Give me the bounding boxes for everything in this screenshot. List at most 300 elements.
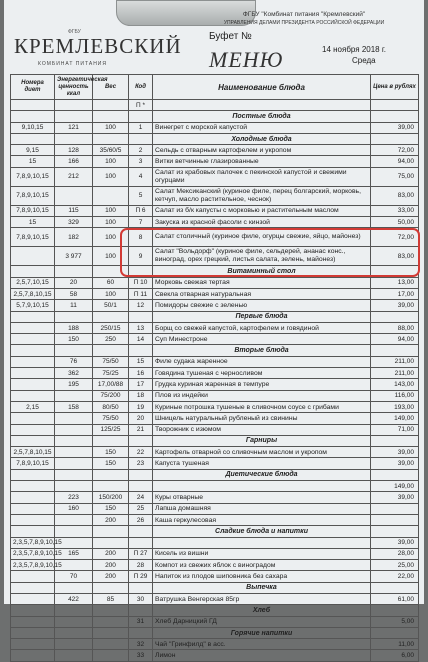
price-cell: 33,00 bbox=[371, 205, 419, 216]
code-cell: 32 bbox=[129, 639, 153, 650]
section-title: Диетические блюда bbox=[153, 469, 371, 480]
weight-cell: 125/25 bbox=[93, 424, 129, 435]
diet-cell bbox=[11, 356, 55, 367]
price-cell: 39,00 bbox=[371, 458, 419, 469]
dish-name-cell: Салат столичный (куриное филе, огурцы свежие, яйцо, майонез) bbox=[153, 228, 371, 247]
table-row bbox=[11, 368, 419, 379]
section-title: Вторые блюда bbox=[153, 345, 371, 356]
section-row bbox=[11, 605, 419, 616]
weight-cell: 75/50 bbox=[93, 413, 129, 424]
energy-cell: 160 bbox=[55, 503, 93, 514]
energy-cell: 329 bbox=[55, 217, 93, 228]
table-row bbox=[11, 424, 419, 435]
price-cell: 94,00 bbox=[371, 156, 419, 167]
table-row bbox=[11, 379, 419, 390]
column-header-price: Цена в рублях bbox=[371, 75, 419, 100]
buffet-label: Буфет № bbox=[209, 31, 252, 42]
empty-cell bbox=[93, 605, 129, 616]
code-cell: 15 bbox=[129, 356, 153, 367]
code-cell: П * bbox=[129, 100, 153, 111]
logo-subtitle: КОМБИНАТ ПИТАНИЯ bbox=[38, 61, 108, 67]
section-title: Горячие напитки bbox=[153, 627, 371, 638]
empty-cell bbox=[55, 133, 93, 144]
table-row bbox=[11, 571, 419, 582]
code-cell: 14 bbox=[129, 334, 153, 345]
section-row bbox=[11, 526, 419, 537]
weight-cell: 200 bbox=[93, 560, 129, 571]
diet-cell: 7,8,9,10,15 bbox=[11, 458, 55, 469]
weight-cell: 200 bbox=[93, 571, 129, 582]
code-cell: П 29 bbox=[129, 571, 153, 582]
section-title: Гарниры bbox=[153, 435, 371, 446]
empty-cell bbox=[371, 582, 419, 593]
table-row bbox=[11, 639, 419, 650]
empty-cell bbox=[129, 345, 153, 356]
empty-cell bbox=[11, 435, 55, 446]
price-cell: 193,00 bbox=[371, 401, 419, 412]
table-row bbox=[11, 122, 419, 133]
code-cell: 12 bbox=[129, 300, 153, 311]
price-cell: 88,00 bbox=[371, 322, 419, 333]
energy-cell bbox=[55, 639, 93, 650]
empty-cell bbox=[129, 526, 153, 537]
menu-weekday: Среда bbox=[352, 56, 376, 65]
price-cell: 28,00 bbox=[371, 548, 419, 559]
dish-name-cell: Салат "Вольдорф" (куриное филе, сельдерей, ананас конс., виноград, орех грецкий, листья салата, зелень, майонез) bbox=[153, 247, 371, 266]
diet-cell bbox=[11, 368, 55, 379]
table-row bbox=[11, 650, 419, 661]
empty-cell bbox=[129, 627, 153, 638]
dish-name-cell: Каша геркулесовая bbox=[153, 514, 371, 525]
weight-cell: 75/50 bbox=[93, 356, 129, 367]
dish-name-cell: Напиток из плодов шиповника без сахара bbox=[153, 571, 371, 582]
price-cell: 22,00 bbox=[371, 571, 419, 582]
weight-cell: 80/50 bbox=[93, 401, 129, 412]
dish-name-cell: Борщ со свежей капустой, картофелем и говядиной bbox=[153, 322, 371, 333]
diet-cell: 7,8,9,10,15 bbox=[11, 186, 55, 205]
table-row bbox=[11, 593, 419, 604]
dish-name-cell: Куры отварные bbox=[153, 492, 371, 503]
table-row bbox=[11, 514, 419, 525]
weight-cell bbox=[93, 100, 129, 111]
empty-cell bbox=[93, 582, 129, 593]
section-row bbox=[11, 266, 419, 277]
code-cell: 17 bbox=[129, 379, 153, 390]
weight-cell: 200 bbox=[93, 548, 129, 559]
code-cell: 8 bbox=[129, 228, 153, 247]
weight-cell: 100 bbox=[93, 288, 129, 299]
diet-cell: 5,7,9,10,15 bbox=[11, 300, 55, 311]
table-row bbox=[11, 247, 419, 266]
code-cell: П 11 bbox=[129, 288, 153, 299]
empty-cell bbox=[129, 435, 153, 446]
code-cell: 7 bbox=[129, 217, 153, 228]
weight-cell bbox=[93, 537, 129, 548]
table-row bbox=[11, 288, 419, 299]
price-cell: 149,00 bbox=[371, 481, 419, 492]
dish-name-cell: Суп Минестроне bbox=[153, 334, 371, 345]
diet-cell bbox=[11, 492, 55, 503]
empty-cell bbox=[55, 345, 93, 356]
price-cell: 5,00 bbox=[371, 616, 419, 627]
diet-cell bbox=[11, 247, 55, 266]
dish-name-cell: Куриные потрошка тушеные в сливочном соусе с грибами bbox=[153, 401, 371, 412]
diet-cell: 2,5,7,10,15 bbox=[11, 277, 55, 288]
price-cell: 72,00 bbox=[371, 228, 419, 247]
section-title: Витаминный стол bbox=[153, 266, 371, 277]
empty-cell bbox=[129, 111, 153, 122]
weight-cell: 100 bbox=[93, 217, 129, 228]
energy-cell: 166 bbox=[55, 156, 93, 167]
dish-name-cell bbox=[153, 537, 371, 548]
table-row bbox=[11, 228, 419, 247]
dish-name-cell: Винегрет с морской капустой bbox=[153, 122, 371, 133]
diet-cell bbox=[11, 379, 55, 390]
code-cell: 26 bbox=[129, 514, 153, 525]
section-title: Выпечка bbox=[153, 582, 371, 593]
empty-cell bbox=[55, 311, 93, 322]
diet-cell: 2,5,7,8,10,15 bbox=[11, 288, 55, 299]
table-row bbox=[11, 217, 419, 228]
diet-cell: 15 bbox=[11, 156, 55, 167]
dish-name-cell: Ватрушка Венгерская 85гр bbox=[153, 593, 371, 604]
empty-cell bbox=[55, 582, 93, 593]
price-cell: 149,00 bbox=[371, 413, 419, 424]
weight-cell: 100 bbox=[93, 247, 129, 266]
code-cell: 30 bbox=[129, 593, 153, 604]
table-row bbox=[11, 492, 419, 503]
diet-cell bbox=[11, 424, 55, 435]
weight-cell: 150 bbox=[93, 458, 129, 469]
empty-cell bbox=[371, 311, 419, 322]
code-cell: 18 bbox=[129, 390, 153, 401]
table-row bbox=[11, 322, 419, 333]
code-cell: 22 bbox=[129, 447, 153, 458]
energy-cell: 115 bbox=[55, 205, 93, 216]
weight-cell: 200 bbox=[93, 514, 129, 525]
weight-cell bbox=[93, 186, 129, 205]
energy-cell: 158 bbox=[55, 401, 93, 412]
menu-date: 14 ноября 2018 г. bbox=[322, 45, 386, 54]
energy-cell: 3 977 bbox=[55, 247, 93, 266]
table-row bbox=[11, 186, 419, 205]
empty-cell bbox=[371, 469, 419, 480]
energy-cell: 195 bbox=[55, 379, 93, 390]
energy-cell: 128 bbox=[55, 145, 93, 156]
empty-cell bbox=[129, 582, 153, 593]
diet-cell: 7,8,9,10,15 bbox=[11, 228, 55, 247]
energy-cell bbox=[55, 447, 93, 458]
table-row bbox=[11, 205, 419, 216]
code-cell: 1 bbox=[129, 122, 153, 133]
empty-cell bbox=[371, 627, 419, 638]
empty-cell bbox=[93, 469, 129, 480]
diet-cell bbox=[11, 481, 55, 492]
diet-cell: 2,15 bbox=[11, 401, 55, 412]
code-cell: 20 bbox=[129, 413, 153, 424]
price-cell: 6,00 bbox=[371, 650, 419, 661]
price-cell: 72,00 bbox=[371, 145, 419, 156]
diet-cell: 7,8,9,10,15 bbox=[11, 167, 55, 186]
logo-brand: КРЕМЛЕВСКИЙ bbox=[14, 34, 182, 58]
column-header-weight: Вес bbox=[93, 75, 129, 100]
table-header-row bbox=[11, 75, 419, 100]
price-cell: 211,00 bbox=[371, 368, 419, 379]
weight-cell bbox=[93, 616, 129, 627]
diet-cell bbox=[11, 593, 55, 604]
energy-cell bbox=[55, 100, 93, 111]
empty-cell bbox=[129, 133, 153, 144]
empty-cell bbox=[93, 526, 129, 537]
weight-cell: 150 bbox=[93, 447, 129, 458]
section-row bbox=[11, 133, 419, 144]
price-cell: 39,00 bbox=[371, 447, 419, 458]
section-row bbox=[11, 627, 419, 638]
empty-cell bbox=[129, 266, 153, 277]
energy-cell: 165 bbox=[55, 548, 93, 559]
dish-name-cell bbox=[153, 100, 371, 111]
organization-header bbox=[190, 11, 418, 27]
energy-cell: 70 bbox=[55, 571, 93, 582]
dish-name-cell: Закуска из красной фасоли с кинзой bbox=[153, 217, 371, 228]
column-header-diet: Номера диет bbox=[11, 75, 55, 100]
section-title: Сладкие блюда и напитки bbox=[153, 526, 371, 537]
table-row bbox=[11, 458, 419, 469]
dish-name-cell: Шницель натуральный рубленый из свинины bbox=[153, 413, 371, 424]
energy-cell bbox=[55, 514, 93, 525]
price-cell: 61,00 bbox=[371, 593, 419, 604]
dish-name-cell: Сельдь с отварным картофелем и укропом bbox=[153, 145, 371, 156]
diet-cell: 9,10,15 bbox=[11, 122, 55, 133]
table-row bbox=[11, 100, 419, 111]
weight-cell: 150 bbox=[93, 503, 129, 514]
diet-cell bbox=[11, 639, 55, 650]
energy-cell bbox=[55, 458, 93, 469]
dish-name-cell: Филе судака жаренное bbox=[153, 356, 371, 367]
code-cell: 25 bbox=[129, 503, 153, 514]
empty-cell bbox=[371, 111, 419, 122]
weight-cell: 35/60/5 bbox=[93, 145, 129, 156]
dish-name-cell: Свекла отварная натуральная bbox=[153, 288, 371, 299]
code-cell: 31 bbox=[129, 616, 153, 627]
dish-name-cell: Грудка куриная жаренная в темпуре bbox=[153, 379, 371, 390]
table-row bbox=[11, 413, 419, 424]
code-cell: 23 bbox=[129, 458, 153, 469]
empty-cell bbox=[55, 526, 93, 537]
empty-cell bbox=[11, 345, 55, 356]
section-row bbox=[11, 435, 419, 446]
table-row bbox=[11, 277, 419, 288]
price-cell: 83,00 bbox=[371, 247, 419, 266]
price-cell: 11,00 bbox=[371, 639, 419, 650]
empty-cell bbox=[11, 266, 55, 277]
price-cell: 71,00 bbox=[371, 424, 419, 435]
table-row bbox=[11, 537, 419, 548]
table-row bbox=[11, 300, 419, 311]
energy-cell: 422 bbox=[55, 593, 93, 604]
section-row bbox=[11, 111, 419, 122]
dish-name-cell: Капуста тушеная bbox=[153, 458, 371, 469]
code-cell: 19 bbox=[129, 401, 153, 412]
section-title: Первые блюда bbox=[153, 311, 371, 322]
weight-cell bbox=[93, 650, 129, 661]
energy-cell bbox=[55, 413, 93, 424]
empty-cell bbox=[11, 133, 55, 144]
empty-cell bbox=[93, 311, 129, 322]
code-cell: 2 bbox=[129, 145, 153, 156]
diet-cell bbox=[11, 503, 55, 514]
dish-name-cell: Салат Мексиканский (куриное филе, перец болгарский, морковь, кетчуп, масло растительное, чеснок) bbox=[153, 186, 371, 205]
weight-cell bbox=[93, 481, 129, 492]
diet-cell: 2,3,5,7,8,9,10,15 bbox=[11, 537, 55, 548]
empty-cell bbox=[55, 627, 93, 638]
section-title: Холодные блюда bbox=[153, 133, 371, 144]
empty-cell bbox=[129, 311, 153, 322]
table-row bbox=[11, 503, 419, 514]
empty-cell bbox=[11, 111, 55, 122]
price-cell: 13,00 bbox=[371, 277, 419, 288]
energy-cell bbox=[55, 650, 93, 661]
weight-cell: 100 bbox=[93, 167, 129, 186]
price-cell: 83,00 bbox=[371, 186, 419, 205]
code-cell: 28 bbox=[129, 560, 153, 571]
org-line-2: УПРАВЛЕНИЯ ДЕЛАМИ ПРЕЗИДЕНТА РОССИЙСКОЙ ФЕДЕРАЦИИ bbox=[223, 20, 385, 26]
empty-cell bbox=[11, 605, 55, 616]
section-row bbox=[11, 345, 419, 356]
code-cell bbox=[129, 481, 153, 492]
column-header-name: Наименование блюда bbox=[153, 75, 371, 100]
menu-title: МЕНЮ bbox=[209, 47, 284, 72]
code-cell: П 27 bbox=[129, 548, 153, 559]
dish-name-cell: Лимон bbox=[153, 650, 371, 661]
code-cell: П 10 bbox=[129, 277, 153, 288]
diet-cell: 9,15 bbox=[11, 145, 55, 156]
dish-name-cell: Творожник с изюмом bbox=[153, 424, 371, 435]
price-cell: 211,00 bbox=[371, 356, 419, 367]
price-cell bbox=[371, 503, 419, 514]
dish-name-cell: Салат из б/к капусты с морковью и растительным маслом bbox=[153, 205, 371, 216]
code-cell: 33 bbox=[129, 650, 153, 661]
table-row bbox=[11, 145, 419, 156]
dish-name-cell: Салат из крабовых палочек с пекинской капустой и свежими огурцами bbox=[153, 167, 371, 186]
code-cell: 4 bbox=[129, 167, 153, 186]
price-cell: 39,00 bbox=[371, 537, 419, 548]
weight-cell: 17,00/88 bbox=[93, 379, 129, 390]
energy-cell: 212 bbox=[55, 167, 93, 186]
energy-cell: 121 bbox=[55, 122, 93, 133]
empty-cell bbox=[371, 526, 419, 537]
dish-name-cell: Картофель отварной со сливочным маслом и укропом bbox=[153, 447, 371, 458]
empty-cell bbox=[11, 526, 55, 537]
price-cell: 75,00 bbox=[371, 167, 419, 186]
dish-name-cell: Помидоры свежие с зеленью bbox=[153, 300, 371, 311]
section-title: Постные блюда bbox=[153, 111, 371, 122]
empty-cell bbox=[55, 469, 93, 480]
table-row bbox=[11, 356, 419, 367]
table-row bbox=[11, 616, 419, 627]
table-row bbox=[11, 401, 419, 412]
diet-cell bbox=[11, 571, 55, 582]
code-cell: 3 bbox=[129, 156, 153, 167]
empty-cell bbox=[129, 605, 153, 616]
empty-cell bbox=[55, 266, 93, 277]
dish-name-cell: Морковь свежая тертая bbox=[153, 277, 371, 288]
dish-name-cell: Хлеб Дарницкий ГД bbox=[153, 616, 371, 627]
kremlevsky-logo bbox=[14, 28, 182, 74]
empty-cell bbox=[11, 627, 55, 638]
price-cell: 116,00 bbox=[371, 390, 419, 401]
menu-table bbox=[10, 74, 419, 662]
dish-name-cell: Плов из индейки bbox=[153, 390, 371, 401]
empty-cell bbox=[371, 345, 419, 356]
empty-cell bbox=[129, 469, 153, 480]
table-row bbox=[11, 167, 419, 186]
org-line-1: ФГБУ "Комбинат питания "Кремлевский" bbox=[242, 11, 366, 18]
code-cell: 21 bbox=[129, 424, 153, 435]
dish-name-cell: Чай "Гринфилд" в асс. bbox=[153, 639, 371, 650]
code-cell: 9 bbox=[129, 247, 153, 266]
dish-name-cell: Витки ветчинные глазированные bbox=[153, 156, 371, 167]
diet-cell: 15 bbox=[11, 217, 55, 228]
column-header-code: Код bbox=[129, 75, 153, 100]
section-row bbox=[11, 311, 419, 322]
energy-cell: 182 bbox=[55, 228, 93, 247]
table-row bbox=[11, 481, 419, 492]
diet-cell bbox=[11, 322, 55, 333]
menu-table-body bbox=[11, 100, 419, 662]
diet-cell bbox=[11, 413, 55, 424]
table-row bbox=[11, 560, 419, 571]
energy-cell: 20 bbox=[55, 277, 93, 288]
dish-name-cell bbox=[153, 481, 371, 492]
empty-cell bbox=[11, 469, 55, 480]
energy-cell: 150 bbox=[55, 334, 93, 345]
section-row bbox=[11, 469, 419, 480]
weight-cell: 250 bbox=[93, 334, 129, 345]
weight-cell: 75/200 bbox=[93, 390, 129, 401]
section-title: Хлеб bbox=[153, 605, 371, 616]
diet-cell bbox=[11, 390, 55, 401]
weight-cell bbox=[93, 639, 129, 650]
empty-cell bbox=[93, 111, 129, 122]
weight-cell: 100 bbox=[93, 228, 129, 247]
energy-cell bbox=[55, 481, 93, 492]
table-row bbox=[11, 447, 419, 458]
section-row bbox=[11, 582, 419, 593]
column-header-energy: Энергетическая ценность ккал bbox=[55, 75, 93, 100]
price-cell bbox=[371, 100, 419, 111]
diet-cell bbox=[11, 650, 55, 661]
empty-cell bbox=[93, 435, 129, 446]
table-row bbox=[11, 334, 419, 345]
energy-cell: 188 bbox=[55, 322, 93, 333]
diet-cell bbox=[11, 616, 55, 627]
weight-cell: 85 bbox=[93, 593, 129, 604]
price-cell: 39,00 bbox=[371, 492, 419, 503]
energy-cell bbox=[55, 424, 93, 435]
table-row bbox=[11, 390, 419, 401]
empty-cell bbox=[371, 435, 419, 446]
empty-cell bbox=[55, 435, 93, 446]
empty-cell bbox=[93, 345, 129, 356]
code-cell: 16 bbox=[129, 368, 153, 379]
code-cell bbox=[129, 537, 153, 548]
diet-cell bbox=[11, 514, 55, 525]
empty-cell bbox=[55, 111, 93, 122]
empty-cell bbox=[93, 627, 129, 638]
diet-cell: 2,3,5,7,8,9,10,15 bbox=[11, 548, 55, 559]
code-cell: П 6 bbox=[129, 205, 153, 216]
